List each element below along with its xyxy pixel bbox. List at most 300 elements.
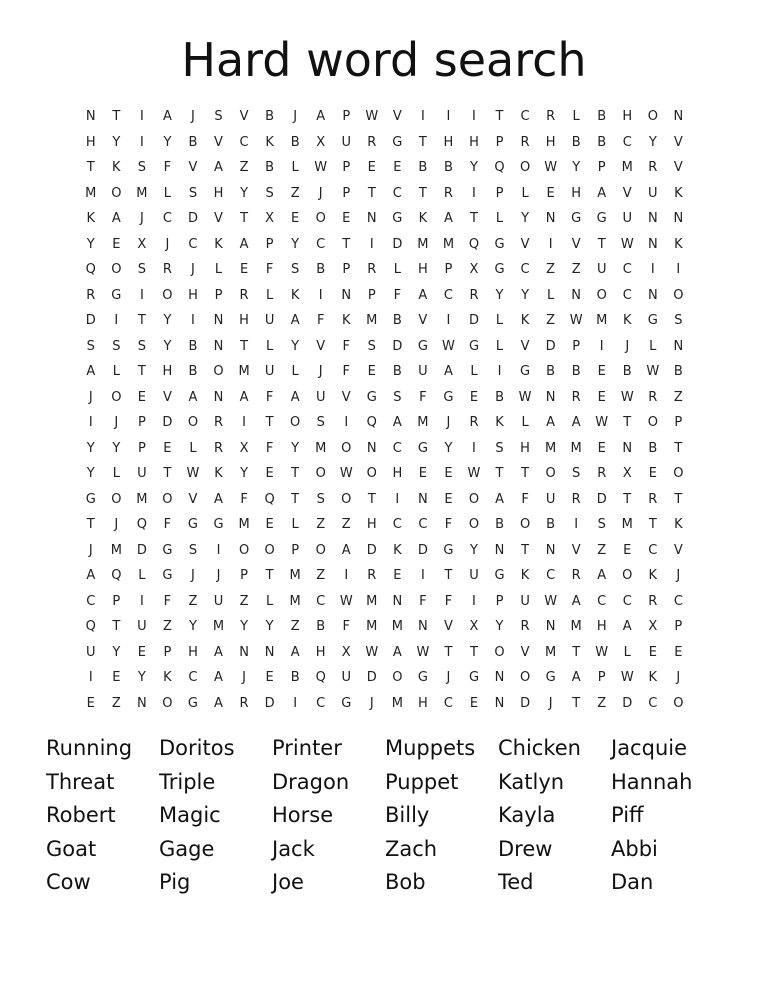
grid-cell: D bbox=[85, 313, 96, 329]
grid-cell: N bbox=[647, 211, 658, 227]
grid-cell: Y bbox=[470, 160, 478, 176]
grid-cell: F bbox=[163, 160, 172, 176]
grid-cell: O bbox=[673, 287, 684, 303]
grid-cell: I bbox=[472, 593, 476, 609]
grid-cell: Z bbox=[239, 593, 249, 609]
grid-cell: V bbox=[673, 160, 683, 176]
grid-cell: Y bbox=[86, 466, 95, 482]
grid-cell: J bbox=[88, 542, 93, 558]
grid-cell: K bbox=[418, 211, 428, 227]
word-list-item: Piff bbox=[611, 803, 644, 828]
grid-cell: P bbox=[137, 440, 146, 456]
grid-cell: V bbox=[188, 160, 198, 176]
grid-cell: E bbox=[393, 568, 402, 584]
grid-cell: O bbox=[341, 440, 352, 456]
grid-cell: P bbox=[137, 415, 146, 431]
word-column bbox=[611, 732, 724, 900]
grid-cell: L bbox=[521, 415, 529, 431]
grid-cell: R bbox=[367, 134, 377, 150]
grid-cell: C bbox=[316, 695, 326, 711]
grid-cell: K bbox=[290, 287, 300, 303]
grid-cell: A bbox=[392, 644, 402, 660]
grid-cell: C bbox=[622, 262, 632, 278]
grid-cell: C bbox=[418, 517, 428, 533]
grid-cell: A bbox=[341, 542, 351, 558]
grid-cell: T bbox=[112, 619, 121, 635]
grid-cell: Y bbox=[163, 313, 172, 329]
grid-cell: R bbox=[239, 695, 249, 711]
grid-cell: O bbox=[213, 364, 224, 380]
grid-cell: L bbox=[546, 287, 555, 303]
grid-cell: P bbox=[342, 262, 351, 278]
grid-cell: G bbox=[647, 313, 658, 329]
grid-cell: I bbox=[472, 109, 476, 125]
grid-cell: G bbox=[520, 364, 531, 380]
grid-cell: L bbox=[521, 185, 529, 201]
grid-cell: J bbox=[191, 262, 195, 278]
grid-cell: W bbox=[339, 593, 353, 609]
grid-cell: V bbox=[188, 491, 198, 507]
grid-cell: B bbox=[188, 338, 198, 354]
grid-cell: Z bbox=[316, 568, 326, 584]
grid-cell: H bbox=[596, 619, 607, 635]
grid-cell: I bbox=[139, 287, 144, 303]
grid-cell: C bbox=[162, 211, 172, 227]
grid-cell: U bbox=[648, 185, 658, 201]
grid-cell: J bbox=[88, 389, 93, 405]
grid-cell: V bbox=[392, 109, 402, 125]
grid-cell: Y bbox=[163, 134, 172, 150]
grid-cell: P bbox=[342, 185, 351, 201]
grid-cell: W bbox=[186, 466, 200, 482]
grid-cell: N bbox=[545, 389, 556, 405]
grid-cell: Y bbox=[265, 619, 274, 635]
grid-cell: C bbox=[316, 236, 326, 252]
word-list-item: Drew bbox=[498, 836, 553, 861]
grid-cell: O bbox=[162, 491, 173, 507]
grid-cell: H bbox=[392, 466, 403, 482]
word-column bbox=[46, 732, 159, 900]
grid-cell: M bbox=[366, 313, 378, 329]
grid-cell: T bbox=[418, 134, 427, 150]
grid-cell: O bbox=[341, 491, 352, 507]
grid-cell: B bbox=[571, 364, 581, 380]
grid-cell: A bbox=[622, 619, 632, 635]
grid-cell: Z bbox=[290, 185, 300, 201]
grid-cell: V bbox=[239, 109, 249, 125]
grid-cell: A bbox=[214, 491, 223, 507]
grid-cell: G bbox=[596, 211, 607, 227]
grid-cell: F bbox=[521, 491, 529, 507]
grid-cell: P bbox=[214, 287, 223, 303]
grid-cell: W bbox=[646, 364, 660, 380]
grid-cell: T bbox=[521, 542, 530, 558]
grid-cell: D bbox=[545, 338, 556, 354]
grid-cell: T bbox=[291, 491, 300, 507]
grid-cell: J bbox=[318, 185, 323, 201]
grid-cell: O bbox=[162, 695, 173, 711]
grid-cell: T bbox=[572, 644, 581, 660]
grid-cell: G bbox=[443, 542, 454, 558]
grid-cell: C bbox=[597, 593, 607, 609]
grid-cell: E bbox=[265, 517, 274, 533]
word-list-item: Magic bbox=[159, 803, 221, 828]
grid-cell: E bbox=[291, 211, 300, 227]
grid-cell: J bbox=[242, 670, 246, 686]
grid-cell: T bbox=[137, 313, 146, 329]
grid-cell: P bbox=[240, 568, 248, 584]
grid-cell: R bbox=[648, 389, 658, 405]
grid-cell: B bbox=[648, 440, 658, 456]
grid-cell: E bbox=[597, 389, 606, 405]
grid-cell: H bbox=[162, 364, 173, 380]
grid-cell: S bbox=[495, 440, 504, 456]
grid-cell: E bbox=[112, 670, 121, 686]
grid-cell: P bbox=[112, 593, 121, 609]
grid-cell: C bbox=[520, 262, 530, 278]
grid-cell: M bbox=[570, 440, 582, 456]
grid-cell: H bbox=[443, 134, 454, 150]
grid-cell: A bbox=[443, 211, 453, 227]
word-list-item: Zach bbox=[385, 836, 438, 861]
grid-cell: A bbox=[86, 364, 96, 380]
grid-cell: V bbox=[520, 236, 530, 252]
word-list-item: Hannah bbox=[611, 769, 693, 794]
word-list-item: Doritos bbox=[159, 736, 235, 760]
grid-cell: W bbox=[595, 415, 609, 431]
grid-cell: A bbox=[597, 185, 607, 201]
grid-cell: K bbox=[86, 211, 96, 227]
grid-cell: F bbox=[342, 338, 350, 354]
grid-cell: O bbox=[315, 542, 326, 558]
grid-cell: U bbox=[264, 313, 275, 329]
grid-cell: E bbox=[546, 185, 555, 201]
grid-cell: V bbox=[622, 185, 632, 201]
grid-cell: W bbox=[365, 644, 379, 660]
word-list bbox=[46, 732, 724, 900]
grid-cell: U bbox=[86, 644, 96, 660]
grid-cell: N bbox=[673, 338, 684, 354]
grid-cell: E bbox=[265, 466, 274, 482]
grid-cell: R bbox=[520, 134, 530, 150]
grid-cell: H bbox=[417, 262, 428, 278]
grid-cell: I bbox=[446, 313, 451, 329]
word-list-item: Dan bbox=[611, 870, 654, 895]
grid-cell: Y bbox=[470, 542, 478, 558]
grid-cell: Y bbox=[240, 466, 249, 482]
grid-cell: K bbox=[112, 160, 121, 176]
grid-cell: Y bbox=[495, 287, 504, 303]
grid-cell: H bbox=[545, 134, 556, 150]
grid-cell: N bbox=[673, 211, 684, 227]
grid-cell: T bbox=[86, 517, 95, 533]
grid-cell: J bbox=[114, 517, 119, 533]
grid-cell: M bbox=[136, 185, 148, 201]
grid-cell: X bbox=[341, 644, 351, 660]
grid-cell: O bbox=[673, 466, 684, 482]
grid-cell: M bbox=[391, 695, 403, 711]
grid-cell: B bbox=[571, 134, 581, 150]
grid-cell: L bbox=[470, 364, 478, 380]
grid-cell: U bbox=[341, 670, 351, 686]
grid-cell: Y bbox=[86, 236, 95, 252]
grid-cell: G bbox=[468, 670, 480, 686]
grid-cell: M bbox=[110, 542, 122, 558]
grid-cell: E bbox=[367, 160, 376, 176]
grid-cell: Q bbox=[264, 491, 275, 507]
grid-cell: J bbox=[369, 695, 374, 711]
grid-cell: X bbox=[469, 262, 479, 278]
grid-cell: N bbox=[545, 619, 556, 635]
grid-cell: S bbox=[291, 262, 300, 278]
grid-cell: I bbox=[344, 568, 349, 584]
grid-cell: Y bbox=[521, 287, 530, 303]
grid-cell: O bbox=[366, 466, 377, 482]
grid-cell: L bbox=[112, 466, 120, 482]
grid-cell: A bbox=[571, 670, 581, 686]
grid-cell: R bbox=[571, 491, 581, 507]
grid-cell: E bbox=[444, 491, 453, 507]
grid-cell: N bbox=[366, 211, 377, 227]
grid-cell: M bbox=[238, 517, 250, 533]
grid-cell: D bbox=[622, 695, 633, 711]
grid-cell: E bbox=[469, 389, 479, 405]
grid-cell: U bbox=[137, 466, 147, 482]
grid-cell: O bbox=[519, 517, 531, 533]
grid-cell: K bbox=[674, 517, 683, 533]
grid-cell: E bbox=[597, 440, 606, 456]
grid-cell: Z bbox=[571, 262, 581, 278]
word-list-item: Printer bbox=[272, 736, 342, 760]
grid-cell: U bbox=[341, 134, 351, 150]
grid-cell: F bbox=[163, 593, 172, 609]
grid-cell: Z bbox=[546, 262, 556, 278]
grid-cell: G bbox=[341, 695, 352, 711]
grid-cell: N bbox=[213, 389, 224, 405]
grid-cell: I bbox=[242, 415, 246, 431]
grid-cell: N bbox=[137, 695, 147, 711]
grid-cell: C bbox=[239, 134, 249, 150]
grid-cell: Y bbox=[521, 211, 530, 227]
grid-cell: Y bbox=[188, 619, 197, 635]
grid-cell: L bbox=[189, 440, 197, 456]
grid-cell: J bbox=[165, 236, 170, 252]
word-column bbox=[272, 732, 385, 900]
grid-cell: J bbox=[446, 670, 451, 686]
grid-cell: L bbox=[623, 644, 631, 660]
grid-cell: M bbox=[391, 619, 403, 635]
grid-cell: M bbox=[289, 568, 301, 584]
grid-cell: I bbox=[216, 542, 221, 558]
grid-cell: V bbox=[673, 542, 683, 558]
grid-cell: O bbox=[392, 670, 403, 686]
grid-cell: R bbox=[239, 287, 249, 303]
grid-cell: B bbox=[597, 134, 607, 150]
grid-cell: K bbox=[520, 313, 530, 329]
word-list-item: Robert bbox=[46, 803, 116, 828]
grid-cell: C bbox=[392, 517, 402, 533]
grid-cell: W bbox=[620, 389, 634, 405]
grid-cell: S bbox=[188, 542, 198, 558]
grid-cell: H bbox=[315, 644, 326, 660]
grid-cell: Y bbox=[137, 670, 146, 686]
grid-cell: I bbox=[139, 593, 144, 609]
grid-cell: C bbox=[673, 593, 683, 609]
grid-cell: Z bbox=[290, 619, 300, 635]
grid-cell: C bbox=[188, 670, 198, 686]
grid-cell: K bbox=[622, 313, 632, 329]
grid-cell: J bbox=[676, 670, 681, 686]
grid-cell: I bbox=[472, 185, 476, 201]
grid-cell: E bbox=[648, 466, 657, 482]
grid-cell: G bbox=[392, 211, 403, 227]
grid-cell: G bbox=[468, 338, 480, 354]
grid-cell: W bbox=[339, 466, 353, 482]
grid-cell: M bbox=[315, 440, 327, 456]
grid-cell: I bbox=[88, 670, 93, 686]
grid-cell: P bbox=[674, 619, 683, 635]
grid-cell: O bbox=[111, 491, 122, 507]
grid-cell: N bbox=[647, 236, 658, 252]
grid-cell: T bbox=[597, 236, 606, 252]
grid-cell: L bbox=[265, 287, 274, 303]
grid-cell: E bbox=[86, 695, 95, 711]
grid-cell: C bbox=[316, 593, 326, 609]
grid-cell: W bbox=[416, 644, 430, 660]
grid-cell: D bbox=[596, 491, 607, 507]
grid-cell: N bbox=[85, 109, 96, 125]
grid-cell: A bbox=[418, 287, 428, 303]
grid-cell: Y bbox=[112, 440, 121, 456]
grid-cell: G bbox=[366, 389, 377, 405]
grid-cell: E bbox=[137, 389, 146, 405]
word-list-item: Horse bbox=[272, 803, 334, 828]
grid-cell: Z bbox=[597, 542, 607, 558]
grid-cell: Y bbox=[444, 440, 453, 456]
grid-cell: H bbox=[188, 287, 198, 303]
grid-cell: U bbox=[596, 262, 607, 278]
grid-cell: U bbox=[520, 593, 530, 609]
grid-cell: D bbox=[264, 695, 275, 711]
grid-cell: N bbox=[366, 440, 377, 456]
grid-cell: H bbox=[213, 185, 224, 201]
grid-cell: N bbox=[494, 670, 505, 686]
grid-cell: N bbox=[673, 109, 684, 125]
grid-cell: G bbox=[494, 236, 505, 252]
grid-cell: P bbox=[495, 134, 504, 150]
grid-cell: X bbox=[137, 236, 147, 252]
grid-cell: W bbox=[442, 338, 455, 354]
grid-cell: E bbox=[137, 644, 146, 660]
grid-cell: X bbox=[316, 134, 326, 150]
grid-cell: W bbox=[518, 389, 532, 405]
grid-cell: W bbox=[544, 160, 558, 176]
grid-cell: X bbox=[622, 466, 632, 482]
grid-cell: B bbox=[316, 619, 326, 635]
grid-cell: I bbox=[472, 440, 476, 456]
grid-cell: B bbox=[265, 160, 275, 176]
grid-cell: S bbox=[112, 338, 121, 354]
grid-cell: I bbox=[318, 287, 323, 303]
grid-cell: D bbox=[392, 236, 403, 252]
grid-cell: M bbox=[545, 644, 557, 660]
grid-cell: E bbox=[623, 542, 632, 558]
grid-cell: L bbox=[265, 338, 274, 354]
grid-cell: V bbox=[214, 134, 223, 150]
grid-cell: T bbox=[265, 568, 274, 584]
grid-cell: K bbox=[265, 134, 274, 150]
grid-cell: E bbox=[367, 364, 376, 380]
grid-cell: I bbox=[548, 236, 553, 252]
grid-cell: G bbox=[111, 287, 122, 303]
grid-cell: B bbox=[495, 389, 504, 405]
grid-cell: A bbox=[571, 593, 581, 609]
grid-cell: R bbox=[86, 287, 96, 303]
grid-cell: K bbox=[214, 236, 223, 252]
grid-cell: I bbox=[88, 415, 93, 431]
grid-cell: A bbox=[571, 415, 581, 431]
grid-cell: T bbox=[572, 695, 581, 711]
grid-cell: X bbox=[239, 440, 249, 456]
grid-cell: P bbox=[342, 160, 351, 176]
grid-cell: A bbox=[290, 389, 300, 405]
grid-cell: Y bbox=[240, 619, 249, 635]
grid-cell: G bbox=[85, 491, 96, 507]
grid-cell: O bbox=[647, 109, 658, 125]
grid-cell: H bbox=[85, 134, 96, 150]
word-list-item: Dragon bbox=[272, 769, 350, 794]
grid-cell: K bbox=[341, 313, 351, 329]
word-list-item: Bob bbox=[385, 870, 426, 895]
grid-cell: R bbox=[546, 109, 556, 125]
grid-cell: O bbox=[162, 287, 173, 303]
grid-cell: O bbox=[111, 389, 122, 405]
grid-cell: F bbox=[163, 517, 172, 533]
grid-cell: Y bbox=[291, 236, 300, 252]
grid-cell: U bbox=[213, 593, 224, 609]
grid-cell: J bbox=[318, 364, 323, 380]
grid-cell: I bbox=[497, 364, 502, 380]
grid-cell: D bbox=[136, 542, 147, 558]
grid-cell: M bbox=[417, 415, 429, 431]
grid-cell: W bbox=[569, 313, 583, 329]
grid-cell: G bbox=[392, 134, 403, 150]
grid-cell: I bbox=[139, 134, 144, 150]
grid-cell: B bbox=[546, 517, 556, 533]
grid-cell: B bbox=[392, 364, 402, 380]
grid-cell: Y bbox=[240, 185, 249, 201]
grid-cell: G bbox=[571, 211, 582, 227]
grid-cell: D bbox=[520, 695, 531, 711]
grid-cell: V bbox=[571, 236, 581, 252]
grid-cell: O bbox=[468, 517, 480, 533]
grid-cell: E bbox=[469, 695, 479, 711]
grid-cell: A bbox=[214, 160, 223, 176]
grid-cell: Z bbox=[316, 517, 326, 533]
grid-cell: T bbox=[265, 415, 274, 431]
grid-cell: O bbox=[111, 185, 122, 201]
grid-cell: N bbox=[622, 440, 633, 456]
grid-cell: A bbox=[162, 109, 172, 125]
grid-cell: O bbox=[187, 415, 199, 431]
grid-cell: K bbox=[648, 568, 658, 584]
grid-cell: R bbox=[367, 568, 377, 584]
grid-cell: P bbox=[495, 185, 504, 201]
grid-cell: N bbox=[239, 644, 249, 660]
grid-cell: G bbox=[545, 670, 556, 686]
grid-cell: G bbox=[213, 517, 224, 533]
grid-cell: E bbox=[444, 466, 453, 482]
